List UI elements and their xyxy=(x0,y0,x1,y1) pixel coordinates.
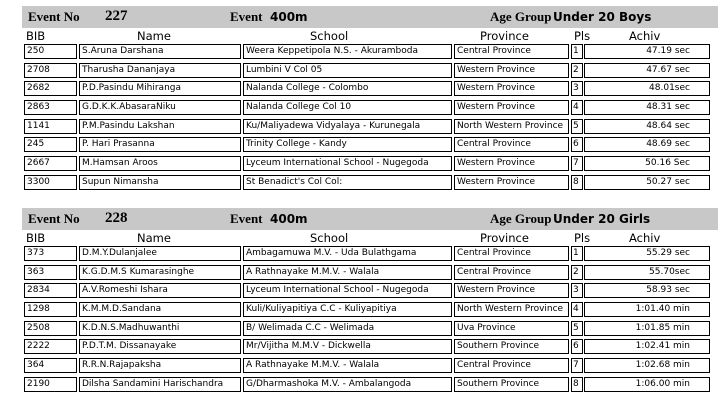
age-group-value: Under 20 Girls xyxy=(553,212,651,226)
province-cell: Western Province xyxy=(454,63,569,78)
col-school: School xyxy=(310,29,349,43)
bib-cell: 2863 xyxy=(24,100,77,115)
athlete-name-cell: P.D.Pasindu Mihiranga xyxy=(79,81,241,96)
event-no-label: Event No xyxy=(28,211,80,226)
achievement-cell: 58.93 sec xyxy=(584,283,710,298)
achievement-cell: 1:01.85 min xyxy=(584,321,710,336)
table-row xyxy=(22,44,718,63)
athlete-name-cell: K.G.D.M.S Kumarasinghe xyxy=(79,265,241,280)
table-row xyxy=(22,339,718,358)
table-row xyxy=(22,175,718,194)
col-achiv: Achiv xyxy=(629,29,661,43)
school-cell: Weera Keppetipola N.S. - Akuramboda xyxy=(243,44,452,59)
school-cell: St Benadict's Col Col: xyxy=(243,175,452,190)
school-cell: Kuli/Kuliyapitiya C.C - Kuliyapitiya xyxy=(243,302,452,317)
achievement-cell: 55.29 sec xyxy=(584,246,710,261)
table-row xyxy=(22,302,718,321)
event-no-value: 227 xyxy=(105,8,128,24)
place-cell: 2 xyxy=(571,63,583,78)
achievement-cell: 47.67 sec xyxy=(584,63,710,78)
table-row xyxy=(22,100,718,119)
place-cell: 6 xyxy=(571,137,583,152)
place-cell: 2 xyxy=(571,265,583,280)
results-table xyxy=(22,246,718,396)
bib-cell: 2682 xyxy=(24,81,77,96)
event-section-227 xyxy=(22,6,718,194)
bib-cell: 2222 xyxy=(24,339,77,354)
place-cell: 5 xyxy=(571,321,583,336)
province-cell: Western Province xyxy=(454,175,569,190)
bib-cell: 2508 xyxy=(24,321,77,336)
col-pls: Pls xyxy=(574,29,591,43)
bib-cell: 245 xyxy=(24,137,77,152)
achievement-cell: 1:02.68 min xyxy=(584,358,710,373)
school-cell: A Rathnayake M.M.V. - Walala xyxy=(243,265,452,280)
place-cell: 8 xyxy=(571,175,583,190)
event-label: Event xyxy=(230,211,263,226)
event-no-label: Event No xyxy=(28,9,80,24)
school-cell: Mr/Vijitha M.M.V - Dickwella xyxy=(243,339,452,354)
event-label: Event xyxy=(230,9,263,24)
achievement-cell: 1:02.41 min xyxy=(584,339,710,354)
athlete-name-cell: Dilsha Sandamini Harischandra xyxy=(79,377,241,392)
province-cell: Western Province xyxy=(454,81,569,96)
table-row xyxy=(22,119,718,138)
event-section-228 xyxy=(22,208,718,396)
athlete-name-cell: K.D.N.S.Madhuwanthi xyxy=(79,321,241,336)
school-cell: B/ Welimada C.C - Welimada xyxy=(243,321,452,336)
achievement-cell: 47.19 sec xyxy=(584,44,710,59)
table-row xyxy=(22,283,718,302)
bib-cell: 373 xyxy=(24,246,77,261)
athlete-name-cell: M.Hamsan Aroos xyxy=(79,156,241,171)
province-cell: Southern Province xyxy=(454,339,569,354)
province-cell: Central Province xyxy=(454,358,569,373)
province-cell: Uva Province xyxy=(454,321,569,336)
place-cell: 7 xyxy=(571,156,583,171)
athlete-name-cell: Tharusha Dananjaya xyxy=(79,63,241,78)
place-cell: 3 xyxy=(571,81,583,96)
school-cell: Ambagamuwa M.V. - Uda Bulathgama xyxy=(243,246,452,261)
school-cell: Lyceum International School - Nugegoda xyxy=(243,283,452,298)
bib-cell: 2667 xyxy=(24,156,77,171)
table-row xyxy=(22,265,718,284)
age-group-label: Age Group xyxy=(490,9,552,24)
bib-cell: 250 xyxy=(24,44,77,59)
place-cell: 1 xyxy=(571,246,583,261)
achievement-cell: 55.70sec xyxy=(584,265,710,280)
achievement-cell: 48.31 sec xyxy=(584,100,710,115)
col-province: Province xyxy=(480,29,529,43)
bib-cell: 363 xyxy=(24,265,77,280)
table-row xyxy=(22,377,718,396)
athlete-name-cell: P. Hari Prasanna xyxy=(79,137,241,152)
achievement-cell: 48.69 sec xyxy=(584,137,710,152)
achievement-cell: 50.16 Sec xyxy=(584,156,710,171)
col-bib: BIB xyxy=(26,29,46,43)
place-cell: 8 xyxy=(571,377,583,392)
achievement-cell: 50.27 sec xyxy=(584,175,710,190)
col-province: Province xyxy=(480,231,529,245)
col-pls: Pls xyxy=(574,231,591,245)
province-cell: Central Province xyxy=(454,265,569,280)
column-headers xyxy=(22,230,718,246)
event-no-value: 228 xyxy=(105,210,128,226)
athlete-name-cell: D.M.Y.Dulanjalee xyxy=(79,246,241,261)
bib-cell: 2834 xyxy=(24,283,77,298)
results-table xyxy=(22,44,718,194)
table-row xyxy=(22,246,718,265)
school-cell: Nalanda College Col 10 xyxy=(243,100,452,115)
table-row xyxy=(22,156,718,175)
column-headers xyxy=(22,28,718,44)
athlete-name-cell: K.M.M.D.Sandana xyxy=(79,302,241,317)
province-cell: Western Province xyxy=(454,283,569,298)
col-name: Name xyxy=(137,29,171,43)
table-row xyxy=(22,321,718,340)
table-row xyxy=(22,63,718,82)
school-cell: Lyceum International School - Nugegoda xyxy=(243,156,452,171)
athlete-name-cell: A.V.Romeshi Ishara xyxy=(79,283,241,298)
achievement-cell: 48.64 sec xyxy=(584,119,710,134)
school-cell: Trinity College - Kandy xyxy=(243,137,452,152)
bib-cell: 2190 xyxy=(24,377,77,392)
athlete-name-cell: P.M.Pasindu Lakshan xyxy=(79,119,241,134)
province-cell: Central Province xyxy=(454,137,569,152)
table-row xyxy=(22,81,718,100)
place-cell: 4 xyxy=(571,100,583,115)
school-cell: G/Dharmashoka M.V. - Ambalangoda xyxy=(243,377,452,392)
place-cell: 3 xyxy=(571,283,583,298)
event-header xyxy=(22,208,718,230)
province-cell: Southern Province xyxy=(454,377,569,392)
province-cell: Western Province xyxy=(454,156,569,171)
athlete-name-cell: P.D.T.M. Dissanayake xyxy=(79,339,241,354)
place-cell: 4 xyxy=(571,302,583,317)
province-cell: Central Province xyxy=(454,44,569,59)
bib-cell: 3300 xyxy=(24,175,77,190)
col-bib: BIB xyxy=(26,231,46,245)
place-cell: 7 xyxy=(571,358,583,373)
place-cell: 6 xyxy=(571,339,583,354)
bib-cell: 364 xyxy=(24,358,77,373)
age-group-value: Under 20 Boys xyxy=(553,10,652,24)
age-group-label: Age Group xyxy=(490,211,552,226)
athlete-name-cell: R.R.N.Rajapaksha xyxy=(79,358,241,373)
table-row xyxy=(22,137,718,156)
athlete-name-cell: Supun Nimansha xyxy=(79,175,241,190)
province-cell: North Western Province xyxy=(454,302,569,317)
athlete-name-cell: G.D.K.K.AbasaraNiku xyxy=(79,100,241,115)
bib-cell: 1141 xyxy=(24,119,77,134)
place-cell: 5 xyxy=(571,119,583,134)
col-school: School xyxy=(310,231,349,245)
bib-cell: 1298 xyxy=(24,302,77,317)
school-cell: Lumbini V Col 05 xyxy=(243,63,452,78)
province-cell: North Western Province xyxy=(454,119,569,134)
school-cell: A Rathnayake M.M.V. - Walala xyxy=(243,358,452,373)
event-header xyxy=(22,6,718,28)
event-name: 400m xyxy=(270,212,308,226)
table-row xyxy=(22,358,718,377)
col-achiv: Achiv xyxy=(629,231,661,245)
province-cell: Western Province xyxy=(454,100,569,115)
athlete-name-cell: S.Aruna Darshana xyxy=(79,44,241,59)
achievement-cell: 48.01sec xyxy=(584,81,710,96)
school-cell: Ku/Maliyadewa Vidyalaya - Kurunegala xyxy=(243,119,452,134)
achievement-cell: 1:06.00 min xyxy=(584,377,710,392)
school-cell: Nalanda College - Colombo xyxy=(243,81,452,96)
col-name: Name xyxy=(137,231,171,245)
achievement-cell: 1:01.40 min xyxy=(584,302,710,317)
event-name: 400m xyxy=(270,10,308,24)
bib-cell: 2708 xyxy=(24,63,77,78)
province-cell: Central Province xyxy=(454,246,569,261)
place-cell: 1 xyxy=(571,44,583,59)
